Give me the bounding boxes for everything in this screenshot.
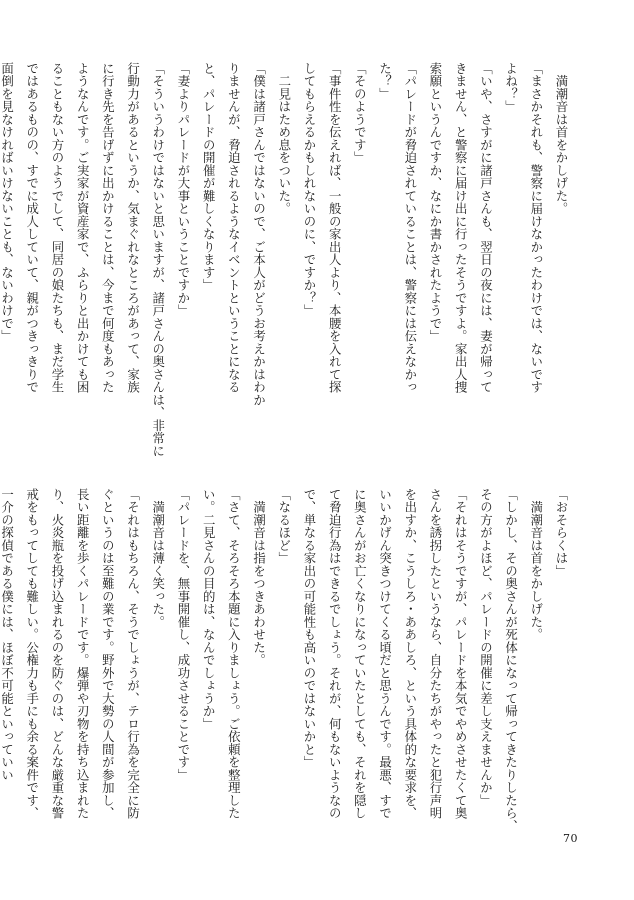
text-line: と、パレードの開催が難しくなります」 xyxy=(201,62,217,292)
text-line: 長い距離を歩くパレードです。爆弾や刃物を持ち込まれた xyxy=(75,488,91,820)
text-line: ることもない方のようでして、同居の娘たちも、まだ学生 xyxy=(49,62,65,394)
text-line: 満潮音は首をかしげた。 xyxy=(554,62,569,215)
text-line: 二見はため息をついた。 xyxy=(276,62,292,215)
text-line: 満潮音は首をかしげた。 xyxy=(528,488,544,641)
text-line: してもらえるかもしれないのに、ですか？」 xyxy=(301,62,317,317)
text-line: 満潮音は薄く笑った。 xyxy=(150,488,166,629)
text-line: 戒をもってしても難しい。公権力も手にも余る案件です、 xyxy=(24,488,40,820)
page-number: 70 xyxy=(563,832,578,845)
text-line: 「さて、そろそろ本題に入りましょう。ご依頼を整理した xyxy=(226,488,242,820)
text-line: 「そのようです」 xyxy=(352,62,368,164)
text-line: に奥さんがお亡くなりになっていたとしても、それを隠し xyxy=(352,488,368,820)
text-line: ではあるものの、すでに成人していて、親がつきっきりで xyxy=(24,62,40,394)
text-line: 「事件性を伝えれば、一般の家出人より、本腰を入れて探 xyxy=(327,62,343,394)
text-line: 「しかし、その奥さんが死体になって帰ってきたりしたら、 xyxy=(503,488,519,833)
text-line: 満潮音は指をつきあわせた。 xyxy=(251,488,267,667)
text-line: 「おそらくは」 xyxy=(554,488,569,578)
text-line: いいかげん突きつけてくる頃だと思うんです。最悪、すで xyxy=(377,488,393,820)
text-line: 面倒を見なければいけないことも、ないわけで」 xyxy=(0,62,15,343)
lower-text-block xyxy=(0,488,574,833)
text-line: 「まさかそれも、警察に届けなかったわけでは、ないです xyxy=(528,62,544,394)
text-line: さんを誘拐したというなら、自分たちがやったと犯行声明 xyxy=(427,488,443,820)
text-line: 「妻よりパレードが大事ということですか」 xyxy=(175,62,191,317)
upper-text-block xyxy=(0,62,574,458)
text-line: りませんが、脅迫されるようなイベントということになる xyxy=(226,62,242,394)
text-line: 「それはそうですが、パレードを本気でやめさせたくて奥 xyxy=(453,488,469,820)
text-line: て脅迫行為はできるでしょう。それが、何もないようなの xyxy=(327,488,343,820)
text-line: その方がよほど、パレードの開催に差し支えませんか」 xyxy=(478,488,494,807)
text-line: に行き先を告げずに出かけることは、今まで何度もあった xyxy=(100,62,116,394)
text-line: ようなんです。ご実家が資産家で、ふらりと出かけても困 xyxy=(75,62,91,394)
text-line: で、単なる家出の可能性も高いのではないかと」 xyxy=(301,488,317,769)
text-line: 「いや、さすがに諸戸さんも、翌日の夜には、妻が帰って xyxy=(478,62,494,394)
text-line: ぐというのは至難の業です。野外で大勢の人間が参加し、 xyxy=(100,488,116,820)
text-line: 「僕は諸戸さんではないので、ご本人がどうお考えかはわか xyxy=(251,62,267,407)
text-line: 索願というんですか、なにか書かされたようで」 xyxy=(427,62,443,343)
text-line: 行動力があるというか、気まぐれなところがあって、家族 xyxy=(125,62,141,394)
text-line: を出すか、こうしろ・ああしろ、という具体的な要求を、 xyxy=(402,488,418,820)
text-line: 「それはもちろん、そうでしょうが、テロ行為を完全に防 xyxy=(125,488,141,820)
text-line: た？」 xyxy=(377,62,393,101)
text-line: 「パレードを、無事開催し、成功させることです」 xyxy=(175,488,191,782)
text-line: り、火炎瓶を投げ込まれるのを防ぐのは、どんな厳重な警 xyxy=(49,488,65,820)
text-line: よね？」 xyxy=(503,62,519,113)
text-line: い。二見さんの目的は、なんでしょうか」 xyxy=(201,488,217,731)
text-line: 一介の探偵である僕には、ほぼ不可能といっていい xyxy=(0,488,15,782)
text-line: 「なるほど」 xyxy=(276,488,292,565)
text-line: 「パレードが脅迫されていることは、警察には伝えなかっ xyxy=(402,62,418,394)
text-line: 「そういうわけではないと思いますが、諸戸さんの奥さんは、非常に xyxy=(150,62,166,458)
text-line: きません、と警察に届け出に行ったそうですよ。家出人捜 xyxy=(453,62,469,394)
